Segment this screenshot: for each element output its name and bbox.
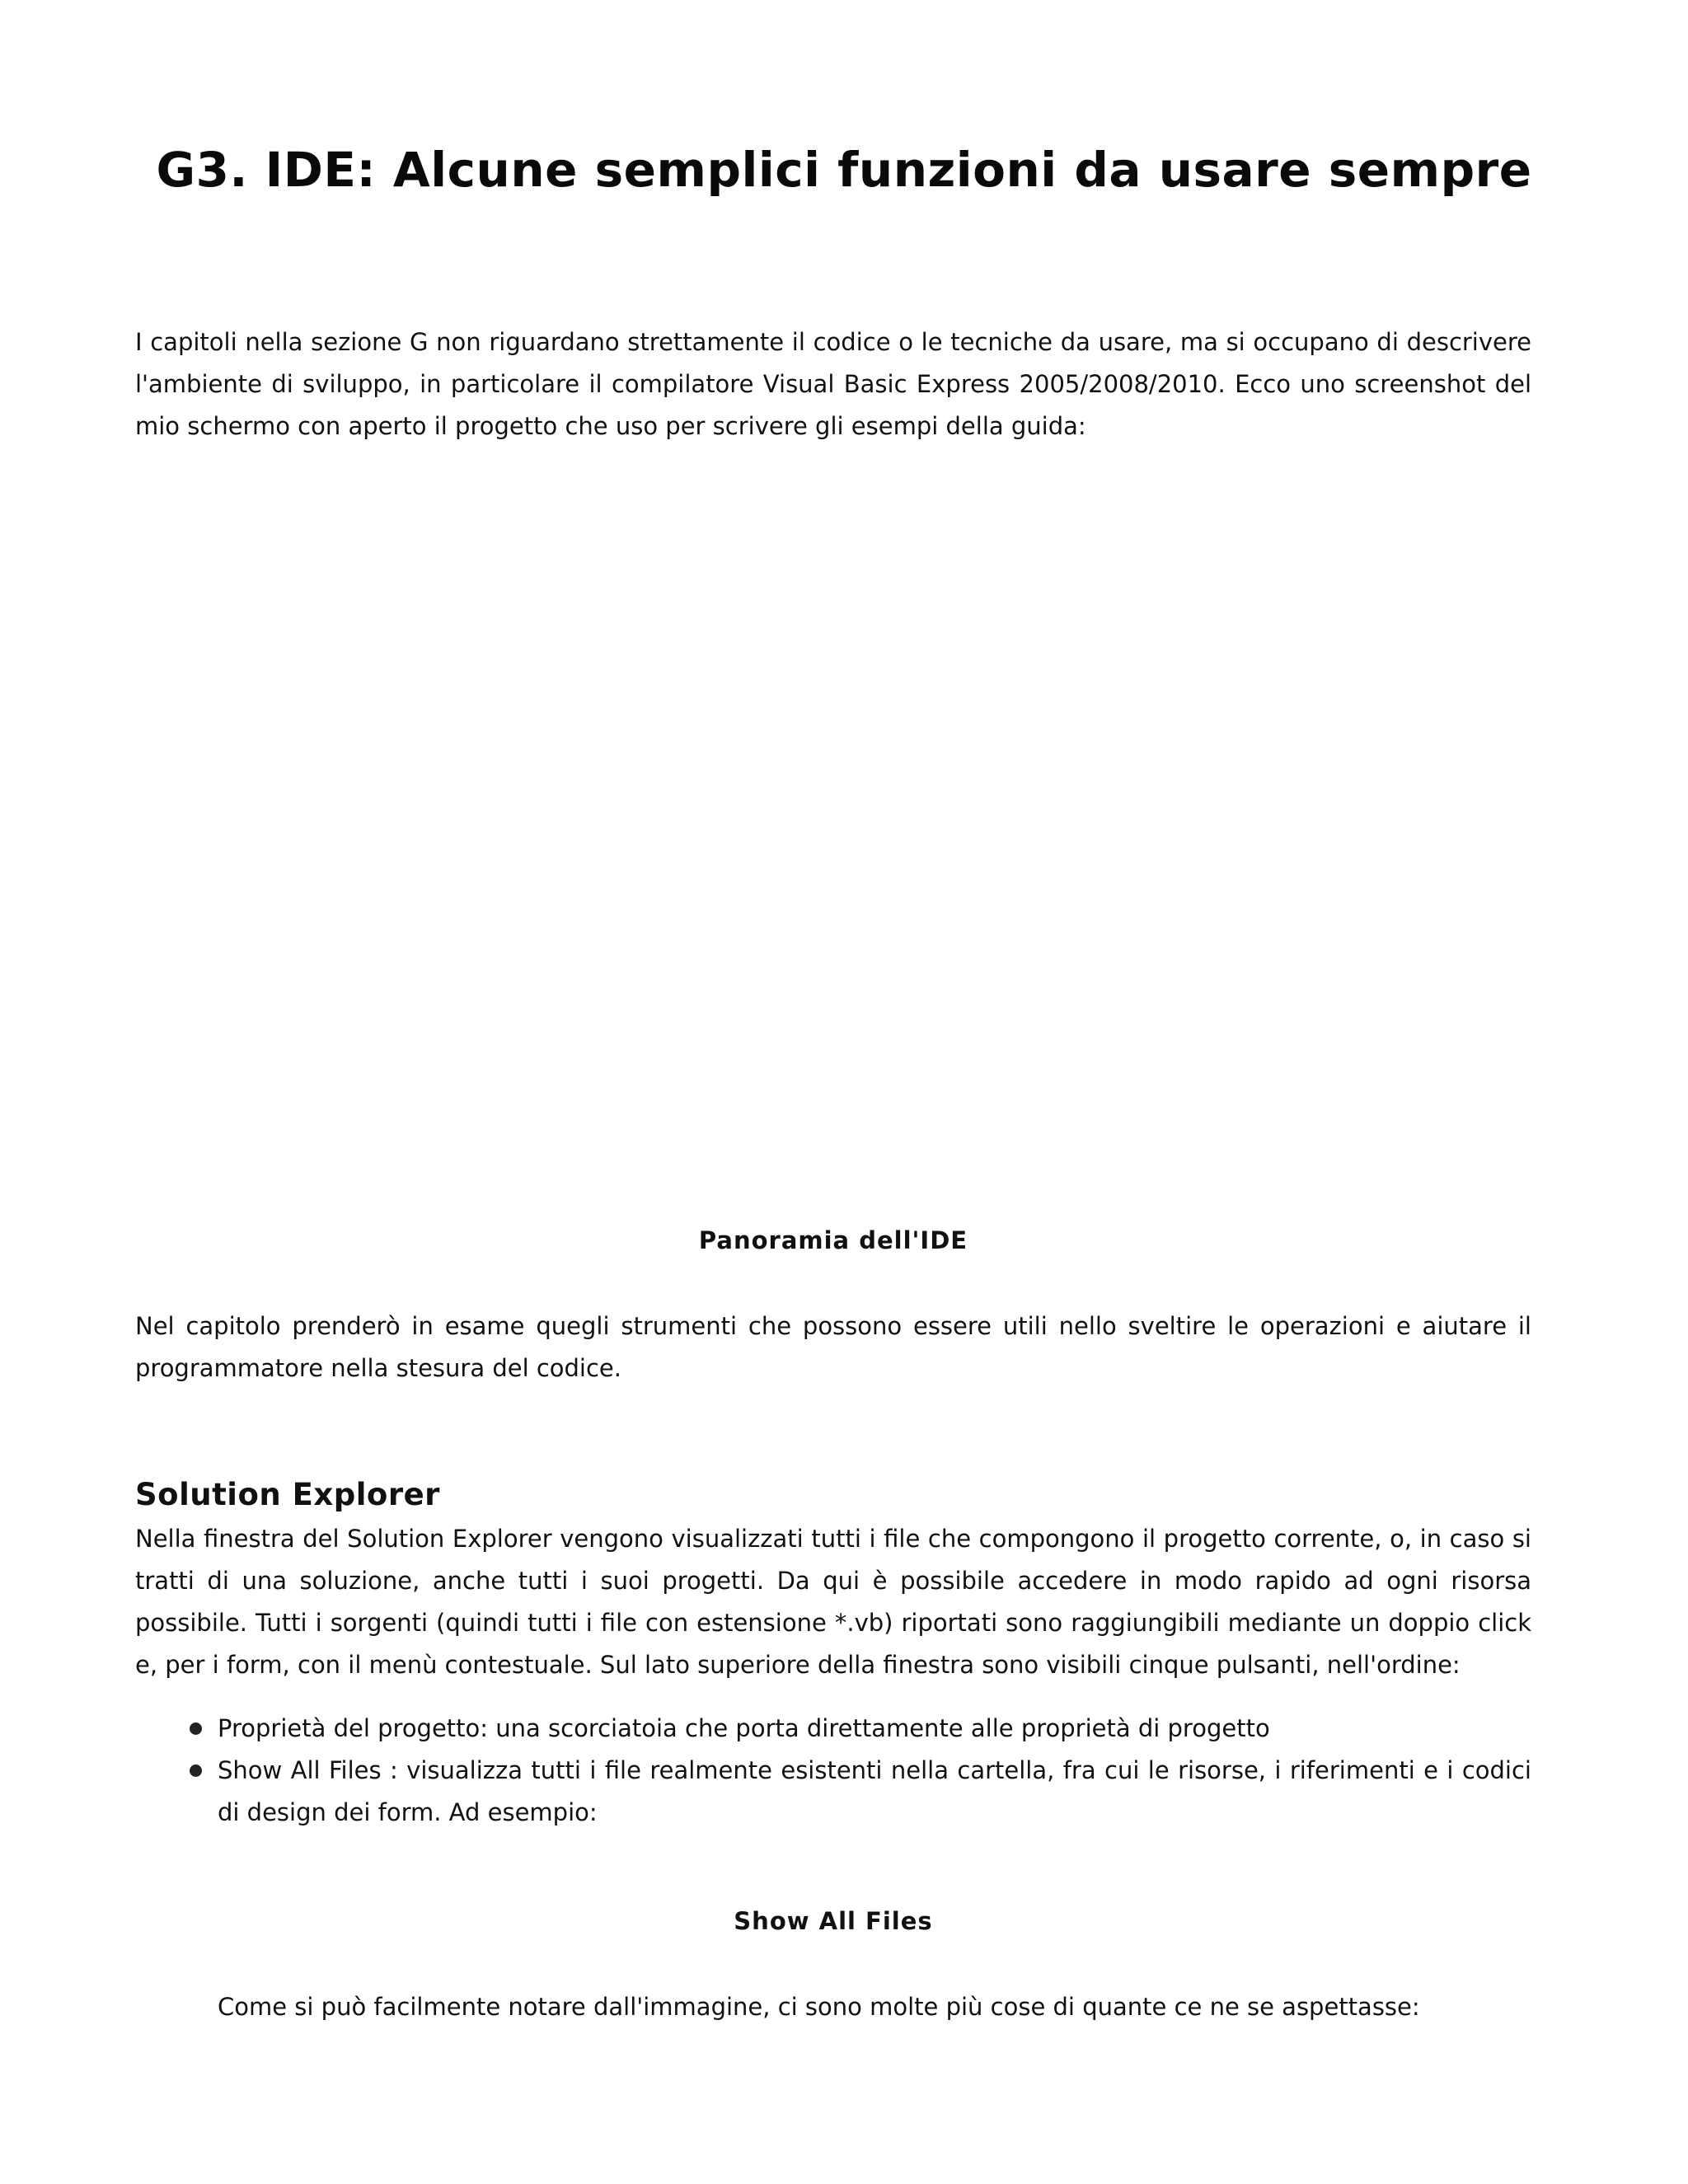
intro-paragraph: I capitoli nella sezione G non riguardano strettamente il codice o le tecniche da usare, ma si occupano di descrivere l'ambiente di sviluppo, in particolare il compilatore Visual Basic Express 2005/2008/2010. Ecco uno screenshot del mio schermo con aperto il progetto che uso per scrivere gli esempi della guida: bbox=[135, 328, 1531, 440]
bullet-icon bbox=[190, 1722, 202, 1735]
list-item bbox=[135, 1750, 1531, 1834]
list-item bbox=[135, 1708, 1531, 1750]
solution-explorer-paragraph: Nella finestra del Solution Explorer vengono visualizzati tutti i file che compongono il progetto corrente, o, in caso si tratti di una soluzione, anche tutti i suoi progetti. Da qui è possibile accedere in modo rapido ad ogni risorsa possibile. Tutti i sorgenti (quindi tutti i file con estensione *.vb) riportati sono raggiungibili mediante un doppio click e, per i form, con il menù contestuale. Sul lato superiore della finestra sono visibili cinque pulsanti, nell'ordine: bbox=[135, 1525, 1531, 1679]
list-item-text: Proprietà del progetto: una scorciatoia che porta direttamente alle proprietà di progetto bbox=[218, 1714, 1270, 1742]
page-title: G3. IDE: Alcune semplici funzioni da usare sempre bbox=[156, 142, 1532, 198]
button-list bbox=[135, 1708, 1531, 1834]
list-item-text: Show All Files : visualizza tutti i file realmente esistenti nella cartella, fra cui le risorse, i riferimenti e i codici di design dei form. Ad esempio: bbox=[218, 1756, 1531, 1826]
figure-caption-ide: Panoramia dell'IDE bbox=[698, 1226, 968, 1254]
ide-screenshot-placeholder bbox=[135, 462, 1531, 1228]
closing-paragraph: Come si può facilmente notare dall'immagine, ci sono molte più cose di quante ce ne se aspettasse: bbox=[218, 1993, 1420, 2021]
section-heading-solution-explorer: Solution Explorer bbox=[135, 1477, 440, 1512]
bullet-icon bbox=[190, 1765, 202, 1777]
chapter-intro-paragraph: Nel capitolo prenderò in esame quegli strumenti che possono essere utili nello sveltire le operazioni e aiutare il programmatore nella stesura del codice. bbox=[135, 1312, 1531, 1382]
figure-caption-show-all-files: Show All Files bbox=[734, 1907, 933, 1935]
